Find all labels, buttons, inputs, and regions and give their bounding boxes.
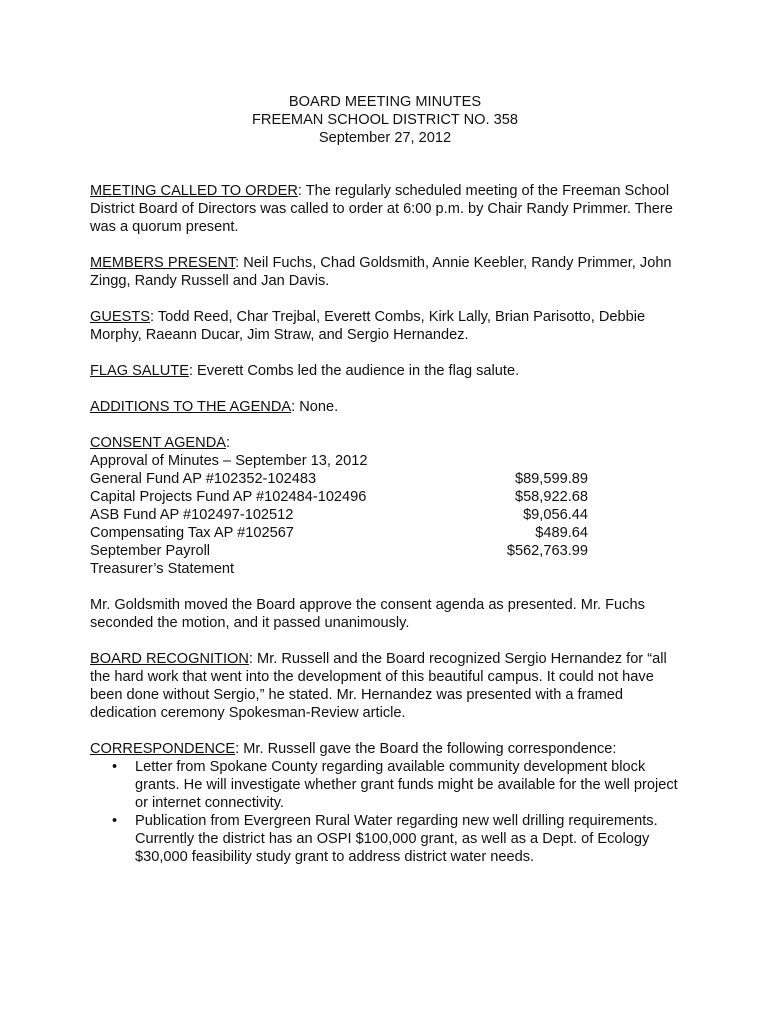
consent-item-label: Treasurer’s Statement xyxy=(90,561,235,577)
consent-item-amount: $562,763.99 xyxy=(506,543,588,559)
section-heading: GUESTS xyxy=(90,309,151,325)
section-text: : None. xyxy=(291,399,339,415)
section-guests xyxy=(90,308,690,344)
minutes-body xyxy=(90,182,690,884)
consent-item-label: September Payroll xyxy=(90,543,211,559)
document-title: BOARD MEETING MINUTES xyxy=(288,94,482,110)
consent-item-amount: $89,599.89 xyxy=(514,471,588,487)
meeting-date: September 27, 2012 xyxy=(318,130,452,146)
list-item xyxy=(90,758,690,812)
section-heading: MEMBERS PRESENT xyxy=(90,255,236,271)
consent-motion: Mr. Goldsmith moved the Board approve the consent agenda as presented. Mr. Fuchs seconded the motion, and it passed unanimously. xyxy=(90,597,645,631)
consent-item xyxy=(90,506,588,524)
section-text: : Everett Combs led the audience in the flag salute. xyxy=(188,363,520,379)
section-heading: MEETING CALLED TO ORDER xyxy=(90,183,298,199)
section-correspondence xyxy=(90,740,690,866)
consent-item-label: Compensating Tax AP #102567 xyxy=(90,525,294,541)
consent-item-amount: $58,922.68 xyxy=(514,489,588,505)
section-recognition xyxy=(90,650,690,722)
correspondence-list xyxy=(90,758,690,866)
section-called-to-order xyxy=(90,182,690,236)
section-heading: CONSENT AGENDA xyxy=(90,435,226,451)
consent-item xyxy=(90,452,588,470)
consent-item xyxy=(90,524,588,542)
consent-item-label: Capital Projects Fund AP #102484-102496 xyxy=(90,489,367,505)
district-name: FREEMAN SCHOOL DISTRICT NO. 358 xyxy=(252,112,518,128)
list-item-text: Publication from Evergreen Rural Water regarding new well drilling requirements. Currently the district has an OSPI $100,000 grant, as well as a Dept. of Ecology $30,000 feasibility study grant to address district water needs. xyxy=(135,813,658,865)
section-flag-salute xyxy=(90,362,690,380)
consent-item-label: ASB Fund AP #102497-102512 xyxy=(90,507,294,523)
document-header xyxy=(0,93,770,147)
section-text: : Neil Fuchs, Chad Goldsmith, Annie Keebler, Randy Primmer, John Zingg, Randy Russell and Jan Davis. xyxy=(90,255,672,289)
consent-item-label: Approval of Minutes – September 13, 2012 xyxy=(90,453,368,469)
section-text: : Todd Reed, Char Trejbal, Everett Combs, Kirk Lally, Brian Parisotto, Debbie Morphy, Raeann Ducar, Jim Straw, and Sergio Hernandez. xyxy=(90,309,646,343)
list-item xyxy=(90,812,690,866)
consent-item xyxy=(90,470,588,488)
section-additions xyxy=(90,398,690,416)
heading-colon: : xyxy=(225,435,231,451)
list-item-text: Letter from Spokane County regarding available community development block grants. He will investigate whether grant funds might be available for the well project or internet connectivity. xyxy=(135,759,678,811)
consent-item-amount: $9,056.44 xyxy=(523,507,588,523)
section-heading: ADDITIONS TO THE AGENDA xyxy=(90,399,292,415)
bullet-icon: • xyxy=(112,759,118,775)
consent-item xyxy=(90,542,588,560)
consent-item xyxy=(90,488,588,506)
consent-item-amount: $489.64 xyxy=(535,525,588,541)
section-consent-agenda xyxy=(90,434,690,578)
section-text: : The regularly scheduled meeting of the Freeman School District Board of Directors was called to order at 6:00 p.m. by Chair Randy Primmer. There was a quorum present. xyxy=(90,183,673,235)
section-heading: FLAG SALUTE xyxy=(90,363,189,379)
section-text: : Mr. Russell and the Board recognized Sergio Hernandez for “all the hard work that went into the development of this beautiful campus. It could not have been done without Sergio,” he stated. Mr. Hernandez was presented with a framed dedication ceremony Spokesman-Review article. xyxy=(90,651,667,721)
consent-item-label: General Fund AP #102352-102483 xyxy=(90,471,317,487)
section-members-present xyxy=(90,254,690,290)
bullet-icon: • xyxy=(112,813,118,829)
section-text: : Mr. Russell gave the Board the following correspondence: xyxy=(235,741,617,757)
section-heading: BOARD RECOGNITION xyxy=(90,651,249,667)
consent-item xyxy=(90,560,588,578)
section-heading: CORRESPONDENCE xyxy=(90,741,236,757)
